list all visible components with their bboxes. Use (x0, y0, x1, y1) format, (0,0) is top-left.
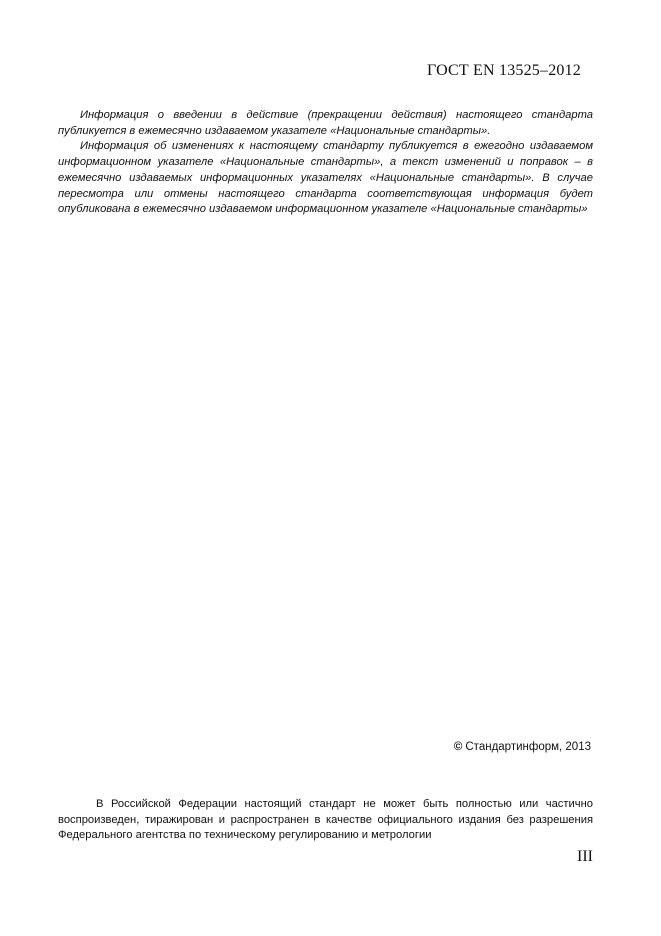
publication-info (58, 108, 593, 218)
info-paragraph-changes: Информация об изменениях к настоящему стандарту публикуется в ежегодно издаваемом информационном указателе «Национальные стандарты», а текст изменений и поправок – в ежемесячно издаваемых информационных указателях «Национальные стандарты». В случае пересмотра или отмены настоящего стандарта соответствующая информация будет опубликована в ежемесячно издаваемом информационном указателе «Национальные стандарты» (58, 140, 593, 216)
copyright-line (454, 741, 591, 753)
reproduction-notice (58, 797, 593, 844)
reproduction-notice-text: В Российской Федерации настоящий стандарт не может быть полностью или частично воспроизведен, тиражирован и распространен в качестве официального издания без разрешения Федерального агентства по техническому регулированию и метрологии (58, 798, 593, 842)
page-number: III (577, 848, 593, 865)
copyright-text: Стандартинформ, 2013 (465, 741, 591, 753)
copyright-icon: © (453, 741, 463, 753)
document-code: ГОСТ EN 13525–2012 (427, 62, 581, 79)
info-paragraph-introduction: Информация о введении в действие (прекращении действия) настоящего стандарта публикуется в ежемесячно издаваемом указателе «Национальные стандарты». (58, 109, 593, 137)
